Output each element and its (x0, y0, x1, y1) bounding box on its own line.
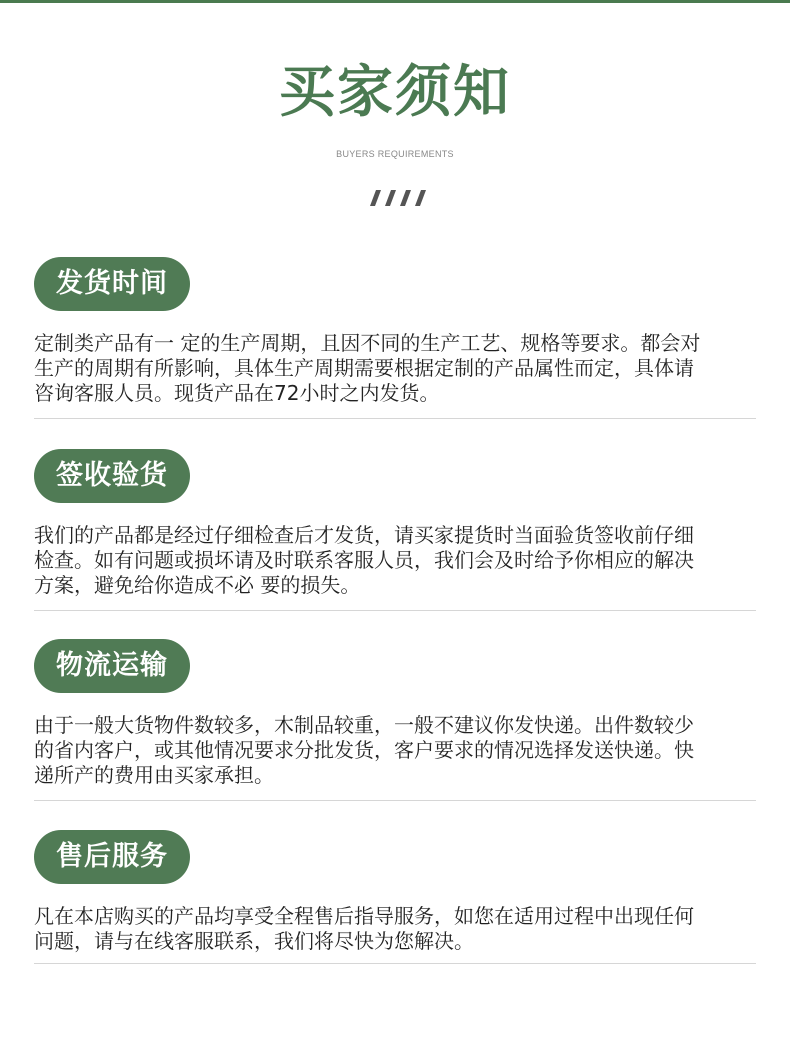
section-heading-badge: 发货时间 (34, 257, 190, 311)
section-heading-badge: 售后服务 (34, 830, 190, 884)
section-divider (34, 963, 756, 964)
section-body-text: 凡在本店购买的产品均享受全程售后指导服务，如您在适用过程中出现任何 问题，请与在线客服联系，我们将尽快为您解决。 (34, 904, 694, 953)
slash-decoration-icon (364, 190, 428, 206)
page-subtitle: BUYERS REQUIREMENTS (336, 149, 454, 159)
top-border-line (0, 0, 790, 3)
section-divider (34, 610, 756, 611)
section-divider (34, 418, 756, 419)
section-body-text: 我们的产品都是经过仔细检查后才发货，请买家提货时当面验货签收前仔细 检查。如有问题或损坏请及时联系客服人员，我们会及时给予你相应的解决 方案，避免给你造成不必 要的损失。 (34, 523, 694, 597)
section-body-text: 由于一般大货物件数较多，木制品较重，一般不建议你发快递。出件数较少 的省内客户，或其他情况要求分批发货，客户要求的情况选择发送快递。快 递所产的费用由买家承担。 (34, 713, 694, 787)
section-heading-badge: 物流运输 (34, 639, 190, 693)
page-title: 买家须知 (279, 60, 511, 125)
section-body-text: 定制类产品有一 定的生产周期，且因不同的生产工艺、规格等要求。都会对 生产的周期有所影响，具体生产周期需要根据定制的产品属性而定，具体请 咨询客服人员。现货产品在72小时之内发货。 (34, 331, 701, 405)
section-divider (34, 800, 756, 801)
section-heading-badge: 签收验货 (34, 449, 190, 503)
